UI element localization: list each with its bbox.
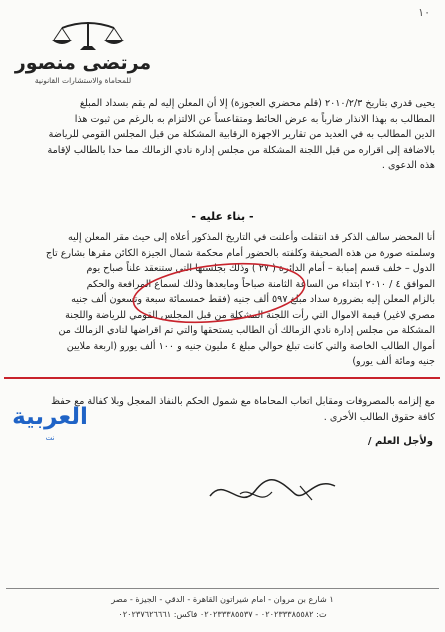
text-line: جنيه ومائة ألف يورو) [352, 356, 435, 367]
text-line: وسلمته صورة من هذه الصحيفة وكلفته بالحضور أمام محكمة شمال الجيزة الكائن مقرها بشارع تاج [45, 247, 435, 259]
text-line: يحيى قدري بتاريخ ٢٠١٠/٢/٣ (قلم محضري العجوزة) إلا أن المعلن إليه لم يقم بسداد المبلغ [79, 98, 435, 109]
text-line: المطالب به بهذا الانذار ضارباً به عرض الحائط ومتقاعساً عن الالتزام به بالرغم من ثبوت هذا [74, 113, 435, 125]
text-line: بالاضافة إلى اقراره من قبل اللجنة المشكلة من مجلس إدارة نادي الزمالك مما حدا بالطالب لإقامة [47, 144, 435, 156]
closing-line: ولأجل العلم / [367, 436, 433, 447]
text-line: كافة حقوق الطالب الأخرى . [323, 411, 435, 423]
firm-name: مرتضى منصور [14, 52, 152, 74]
red-circle-annotation [130, 262, 308, 324]
handwritten-signature [200, 456, 350, 526]
text-line: مصري لاغير) قيمة الاموال التي رأت اللجنة المشكلة من قبل المجلس القومي للرياضة واللجنة [65, 309, 435, 321]
red-underline-annotation [4, 376, 440, 380]
text-line: بالزام المعلن إليه بضرورة سداد مبلغ ٥٩٧ ألف جنيه (فقط خمسمائة سبعة وتسعون ألف جنيه [71, 294, 435, 305]
text-line: الموافق ٤ / ٢٠١٠ ابتداء من الساعة الثامنة صباحاً ومابعدها وذلك لسماع المرافعة والحكم [86, 278, 435, 290]
paragraph-1 [10, 96, 435, 174]
section-heading: - بناء عليه - [191, 210, 254, 223]
alarabiya-watermark [10, 404, 90, 444]
firm-tagline: للمحاماة والاستشارات القانونية [34, 76, 132, 85]
text-line: مع إلزامه بالمصروفات ومقابل اتعاب المحاماة مع شمول الحكم بالنفاذ المعجل وبلا كفالة مع حفظ [51, 396, 435, 407]
text-line: المشكلة من مجلس إدارة نادي الزمالك أن الطالب يستحقها والتي تم اقراضها لنادي الزمالك من [58, 325, 435, 336]
text-line: الدين المطالب به في العديد من تقارير الاجهزة الرقابية المشكلة من قبل المجلس القومي للرياضة [48, 129, 435, 140]
footer-divider [6, 588, 439, 589]
footer-address: ١ شارع بن مروان - امام شيراتون القاهرة - الدقي - الجيزة - مصر [111, 594, 334, 604]
scales-of-justice-icon [48, 20, 128, 54]
firm-logo [8, 20, 158, 90]
footer-phones: ت: ٠٢٠٢٣٣٣٨٥٥٨٢ - ٠٢٠٢٣٣٣٨٥٥٣٧ فاكس: ٠٢٠٢٣٧٦٢٦٦٦١ [118, 609, 327, 619]
text-line: هذه الدعوى . [381, 160, 435, 171]
footer [6, 592, 439, 622]
text-line: أموال الطالب الخاصة والتي كانت تبلغ حوالي مبلغ ٤ مليون جنيه و ١٠٠ ألف يورو (اربعة ملايين [66, 340, 435, 352]
page-number: ١٠ [418, 6, 430, 19]
watermark-sub: نت [45, 434, 55, 442]
watermark-logo-text: العربية [12, 404, 88, 430]
text-line: أنا المحضر سالف الذكر قد انتقلت وأعلنت في التاريخ المذكور أعلاه إلى حيث مقر المعلن إليه [68, 232, 435, 243]
text-line: الدول – خلف قسم إمبابة – أمام الدائرة ( ٢٧ ) وذلك بجلستها التي ستنعقد علناً صباح يوم [86, 263, 435, 274]
